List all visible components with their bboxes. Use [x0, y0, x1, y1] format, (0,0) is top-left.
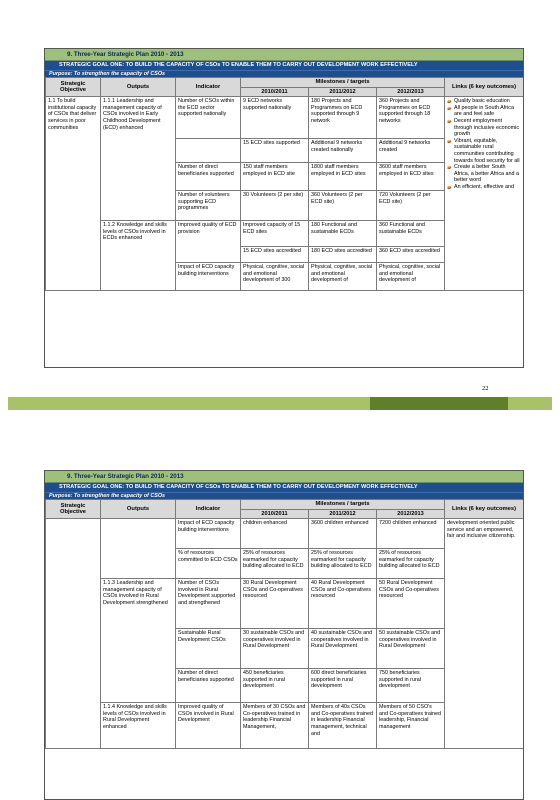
header-outputs: Outputs [101, 78, 176, 97]
milestone-cell: 450 beneficiaries supported in rural development [241, 669, 309, 703]
output-cell-continued [101, 519, 176, 579]
section-title: 9. Three-Year Strategic Plan 2010 - 2013 [45, 49, 523, 61]
indicator-cell: Sustainable Rural Development CSOs [176, 629, 241, 669]
header-milestones: Milestones / targets [241, 500, 445, 510]
footer-bar [8, 397, 552, 410]
header-outputs: Outputs [101, 500, 176, 519]
milestone-cell: Additional 9 networks created nationally [309, 139, 377, 163]
indicator-cell: Number of CSOs within the ECD sector supported nationally [176, 97, 241, 139]
header-objective: Strategic Objective [46, 500, 101, 519]
milestone-cell: 360 Projects and Programmes on ECD supported through 18 networks [377, 97, 445, 139]
milestone-cell: 25% of resources earmarked for capacity building allocated to ECD [377, 549, 445, 579]
milestone-cell: Improved capacity of 15 ECD sites [241, 221, 309, 247]
milestone-cell: 50 Rural Development CSOs and Co-operatives resourced [377, 579, 445, 629]
milestone-cell: 50 sustainable CSOs and cooperatives involved in Rural Development [377, 629, 445, 669]
milestone-cell: 15 ECD sites supported [241, 139, 309, 163]
milestone-cell: 750 beneficiaries supported in rural development [377, 669, 445, 703]
header-year-2: 2011/2012 [309, 509, 377, 519]
milestone-cell: 3600 staff members employed in ECD sites [377, 163, 445, 191]
milestone-cell: 3600 children enhanced [309, 519, 377, 549]
indicator-cell: Number of direct beneficiaries supported [176, 669, 241, 703]
milestone-cell: 360 ECD sites accredited [377, 247, 445, 263]
milestone-cell: 25% of resources earmarked for capacity building allocated to ECD [309, 549, 377, 579]
milestone-cell: 150 staff members employed in ECD site [241, 163, 309, 191]
header-year-3: 2012/2013 [377, 509, 445, 519]
output-cell: 1.1.3 Leadership and management capacity of CSOs involved in Rural Development strengthened [101, 579, 176, 703]
outcome-item: An efficient, effective and [447, 184, 521, 191]
milestone-cell: Physical, cognitive, social and emotional development of 300 [241, 263, 309, 291]
links-cell: development oriented public service and an empowered, fair and inclusive citizenship. [445, 519, 524, 749]
arrow-bullet-icon [447, 165, 452, 170]
strategic-goal-bar: STRATEGIC GOAL ONE: TO BUILD THE CAPACITY OF CSOs TO ENABLE THEM TO CARRY OUT DEVELOPMENT WORK EFFECTIVELY [45, 483, 523, 492]
outcome-item: Vibrant, equitable, sustainable rural communities contributing towards food security for all [447, 138, 521, 164]
strategic-plan-table-1 [44, 48, 524, 368]
milestone-cell: 25% of resources earmarked for capacity building allocated to ECD [241, 549, 309, 579]
milestone-cell: children enhanced [241, 519, 309, 549]
footer-bar-accent [370, 397, 508, 410]
arrow-bullet-icon [447, 185, 452, 190]
milestone-cell: 9 ECD networks supported nationally [241, 97, 309, 139]
indicator-cell: Impact of ECD capacity building interventions [176, 263, 241, 291]
indicator-cell [176, 139, 241, 163]
milestone-cell: 30 Volunteers (2 per site) [241, 191, 309, 221]
outcome-item: Decent employment through inclusive economic growth [447, 118, 521, 138]
header-year-2: 2011/2012 [309, 87, 377, 97]
links-cell [445, 97, 524, 291]
milestone-cell: 180 ECD sites accredited [309, 247, 377, 263]
header-year-1: 2010/2011 [241, 509, 309, 519]
milestone-cell: 360 Volunteers (2 per ECD site) [309, 191, 377, 221]
header-indicator: Indicator [176, 78, 241, 97]
milestone-cell: 360 Functional and sustainable ECDs [377, 221, 445, 247]
indicator-cell: % of resources committed to ECD CSOs [176, 549, 241, 579]
header-milestones: Milestones / targets [241, 78, 445, 88]
section-title: 9. Three-Year Strategic Plan 2010 - 2013 [45, 471, 523, 483]
plan-table [45, 499, 524, 749]
output-cell: 1.1.2 Knowledge and skills levels of CSOs involved in ECDs enhanced [101, 221, 176, 291]
plan-table [45, 77, 524, 291]
milestone-cell: 180 Projects and Programmes on ECD supported through 9 network [309, 97, 377, 139]
arrow-bullet-icon [447, 119, 452, 124]
arrow-bullet-icon [447, 99, 452, 104]
milestone-cell: Members of 30 CSOs and Co-operatives trained in leadership Financial Management, [241, 703, 309, 749]
outcome-item: Create a better South Africa, a better Africa and a better word [447, 164, 521, 184]
milestone-cell: 30 Rural Development CSOs and Co-operatives resourced [241, 579, 309, 629]
header-objective: Strategic Objective [46, 78, 101, 97]
milestone-cell: Members of 50 CSO's and Co-operatives trained leadership, Financial management [377, 703, 445, 749]
objective-cell: 1.1 To build institutional capacity of CSOs that deliver services in poor communities [46, 97, 101, 291]
milestone-cell: 30 sustainable CSOs and cooperatives involved in Rural Development [241, 629, 309, 669]
header-year-1: 2010/2011 [241, 87, 309, 97]
indicator-cell: Impact of ECD capacity building interventions [176, 519, 241, 549]
objective-cell-continued [46, 519, 101, 749]
strategic-plan-table-2 [44, 470, 524, 800]
output-cell: 1.1.4 Knowledge and skills levels of CSOs involved in Rural Development enhanced [101, 703, 176, 749]
header-year-3: 2012/2013 [377, 87, 445, 97]
header-links: Links (6 key outcomes) [445, 78, 524, 97]
indicator-cell: Improved quality of CSOs involved in Rural Development [176, 703, 241, 749]
outcome-item: All people in South Africa are and feel safe [447, 105, 521, 118]
header-links: Links (6 key outcomes) [445, 500, 524, 519]
milestone-cell: Additional 9 networks created [377, 139, 445, 163]
milestone-cell: Members of 40s CSOs and Co-operatives trained in leadership Financial management, technical and [309, 703, 377, 749]
milestone-cell: Physical, cognitive, social and emotional development of [309, 263, 377, 291]
document-page-2 [0, 420, 560, 800]
arrow-bullet-icon [447, 106, 452, 111]
purpose-line: Purpose: To strengthen the capacity of CSOs [45, 70, 523, 77]
indicator-cell: Number of CSOs involved in Rural Development supported and strengthened [176, 579, 241, 629]
milestone-cell: 1800 staff members employed in ECD sites [309, 163, 377, 191]
purpose-line: Purpose: To strengthen the capacity of CSOs [45, 492, 523, 499]
milestone-cell: 720 Volunteers (2 per ECD site) [377, 191, 445, 221]
indicator-cell: Number of direct beneficiaries supported [176, 163, 241, 191]
milestone-cell: 15 ECD sites accredited [241, 247, 309, 263]
milestone-cell: 40 sustainable CSOs and cooperatives involved in Rural Development [309, 629, 377, 669]
arrow-bullet-icon [447, 139, 452, 144]
strategic-goal-bar: STRATEGIC GOAL ONE: TO BUILD THE CAPACITY OF CSOs TO ENABLE THEM TO CARRY OUT DEVELOPMENT WORK EFFECTIVELY [45, 61, 523, 70]
indicator-cell: Improved quality of ECD provision [176, 221, 241, 263]
milestone-cell: 40 Rural Development CSOs and Co-operatives resourced [309, 579, 377, 629]
page-number: 22 [482, 385, 489, 392]
milestone-cell: 600 direct beneficiaries supported in rural development [309, 669, 377, 703]
outcome-item: Quality basic education [447, 98, 521, 105]
output-cell: 1.1.1 Leadership and management capacity of CSOs involved in Early Childhood Development (ECD) enhanced [101, 97, 176, 221]
milestone-cell: Physical, cognitive, social and emotional development of [377, 263, 445, 291]
indicator-cell: Number of volunteers supporting ECD programmes [176, 191, 241, 221]
milestone-cell: 7200 children enhanced [377, 519, 445, 549]
milestone-cell: 180 Functional and sustainable ECDs [309, 221, 377, 247]
header-indicator: Indicator [176, 500, 241, 519]
